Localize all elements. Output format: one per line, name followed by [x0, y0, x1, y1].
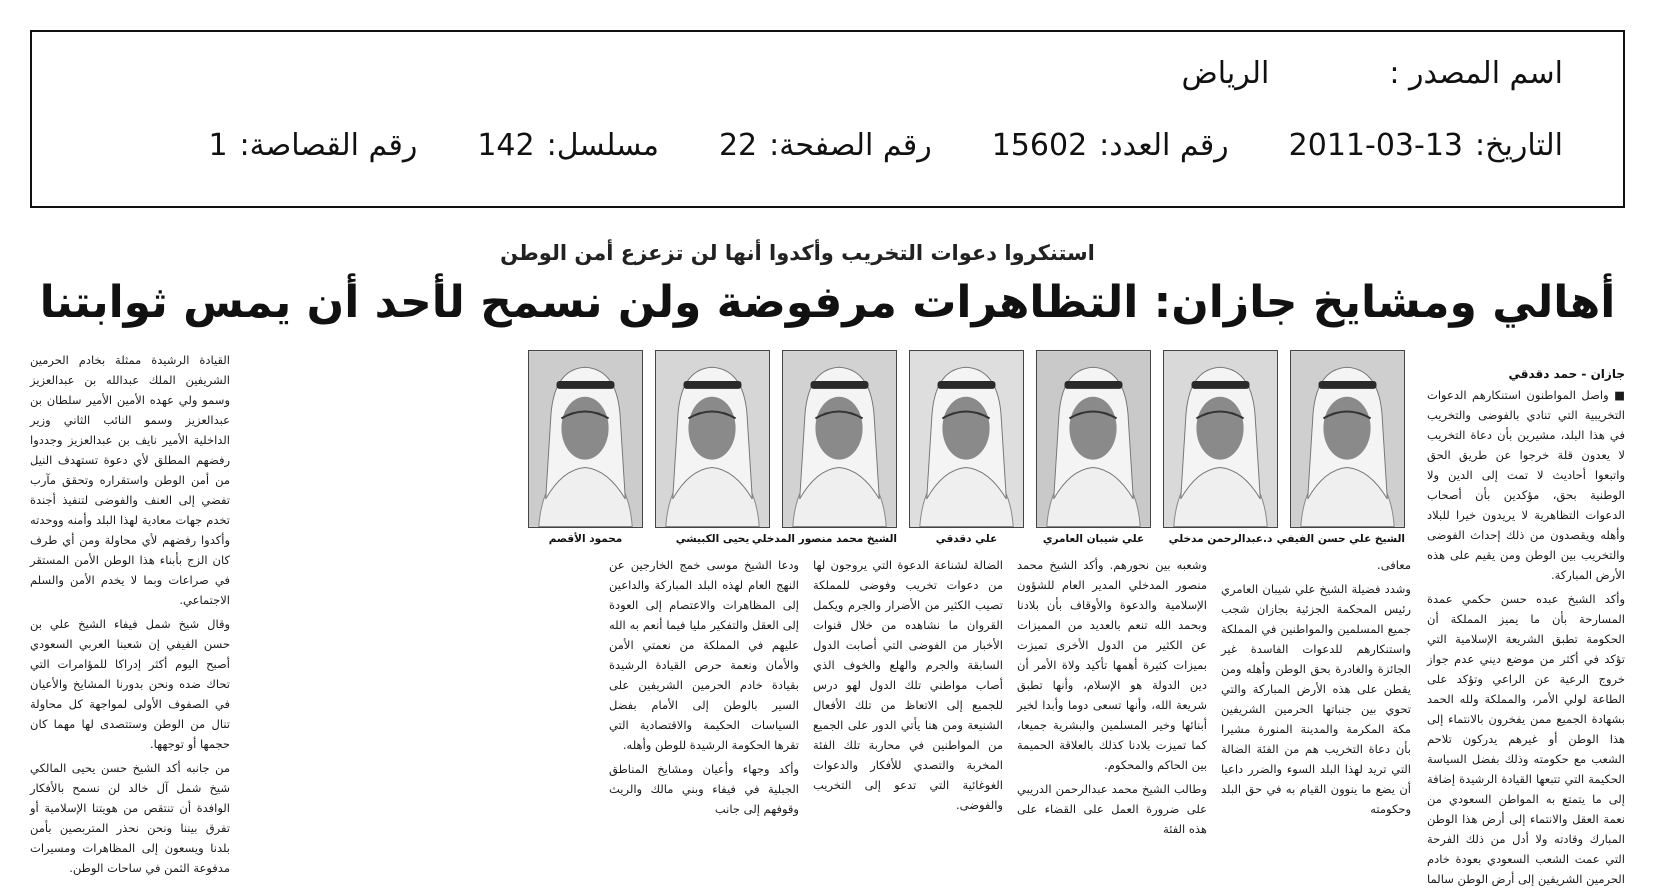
- paragraph: معافى.: [1377, 558, 1411, 572]
- article-byline: جازان - حمد دقدقي: [1508, 367, 1625, 381]
- article-kicker: استنكروا دعوات التخريب وأكدوا أنها لن تزعزع أمن الوطن: [500, 241, 1095, 265]
- page-label: رقم الصفحة:: [769, 128, 932, 163]
- text-column-1: [1427, 385, 1625, 886]
- portrait-caption: يحيى الكبيشي: [675, 533, 750, 545]
- portrait-strip: [335, 350, 1405, 550]
- clip-value: 1: [208, 128, 228, 163]
- issue-label: رقم العدد:: [1099, 128, 1229, 163]
- paragraph: وطالب الشيخ محمد عبدالرحمن الدريبي على ضرورة العمل على القضاء على هذه الفئة: [1017, 782, 1207, 836]
- paragraph: وشعبه بين نحورهم. وأكد الشيخ محمد منصور المدخلي المدير العام للشؤون الإسلامية والدعوة والأوقاف بأن بلادنا وبحمد الله تنعم بالعديد من المميزات عن الكثير من الدول الأخرى تميزت بميزات كثيرة أهمها تأكيد ولاة الأمر أن دين الدولة هو الإسلام، وأنها تطبق شريعة الله، وأنها تسعى دوما وأبدا لخير أبنائها وخير المسلمين والبشرية جميعا، كما تميزت بلادنا كذلك بالعلاقة الحميمة بين الحاكم والمحكوم.: [1017, 558, 1207, 772]
- portrait: [1276, 350, 1405, 550]
- article-headline: أهالي ومشايخ جازان: التظاهرات مرفوضة ولن نسمح لأحد أن يمس ثوابتنا: [39, 277, 1616, 328]
- paragraph: وأكد الشيخ عبده حسن حكمي عمدة المسارحة بأن ما يميز المملكة أن الحكومة تطبق الشريعة الإسلامية التي تؤكد في أكثر من موضع ديني عدم جواز خروج الرعية عن الراعي وتؤكد على الطاعة لولي الأمر، والمملكة ولله الحمد بشهادة الجميع ممن يفخرون بالانتماء إلى هذا الوطن أو غيرهم يدركون تلاحم الشعب مع حكومته وذلك بفضل السياسة الحكيمة التي تتبعها القيادة الرشيدة إضافة إلى ما يتمتع به المواطن السعودي من نعمة العقل والانتماء إلى أرض هذا الوطن المبارك وقادته ولا أدل من ذلك الفرحة التي عمت الشعب السعودي بعودة خادم الحرمين الشريفين إلى أرض الوطن سالما: [1427, 592, 1625, 886]
- portrait-photo: [909, 350, 1024, 528]
- portrait: [909, 350, 1024, 550]
- paragraph: الضالة لشناعة الدعوة التي يروجون لها من دعوات تخريب وفوضى للمملكة تصيب الكثير من الأضرار والجرم ويكمل القروان ما نشاهده من خلال قنوات الأخبار من الفوضى التي أصابت الدول السابقة والجرم والهلع والخوف الذي أصاب مواطني تلك الدول لهو درس للجميع إلى الاتعاظ من تلك الأفعال الشنيعة ومن هنا يأتي الدور على الجميع من المواطنين في محاربة تلك الفئة المخربة والتصدي للأفكار والدعوات الغوغائية التي تدعو إلى التخريب والفوضى.: [813, 558, 1003, 812]
- portrait-caption: محمود الأقصم: [548, 533, 623, 545]
- paragraph: ■ واصل المواطنون استنكارهم الدعوات التخريبية التي تنادي بالفوضى والتخريب في هذا البلد، مشيرين بأن دعاة التخريب لا يعدون قلة خرجوا عن طريق الحق واتبعوا أحاديث لا تمت إلى الدين ولا الوطنية بحق، مؤكدين بأن أصحاب الدعوات التظاهرية لا يريدون خيرا للبلاد وأهله ويقصدون من ذلك إحداث الفوضى والتخريب بين الوطن ومن يقيم على هذه الأرض المباركة.: [1427, 388, 1625, 582]
- newspaper-article: [30, 235, 1625, 886]
- paragraph: من جانبه أكد الشيخ حسن يحيى المالكي شيخ شمل آل خالد لن نسمح بالأفكار الوافدة أن تنتقص من هويتنا الإسلامية أو تفرق بيننا ونحن نحذر المتربصين بأمن بلدنا ويسعون إلى المظاهرات ومسيرات مدفوعة الثمن في ساحات الوطن.: [30, 761, 230, 875]
- clip-label: رقم القصاصة:: [239, 128, 418, 163]
- portrait-caption: علي شيبان العامري: [1042, 533, 1145, 545]
- serial-label: مسلسل:: [546, 128, 659, 163]
- portrait-caption: علي دقدقي: [935, 533, 998, 545]
- paragraph: وقال شيخ شمل فيفاء الشيخ علي بن حسن الفيفي إن شعبنا العربي السعودي أصبح اليوم أكثر إدراكا للمؤامرات التي تحاك ضده ونحن بدورنا المشايخ والأعيان في الصفوف الأولى لمواجهة كل محاولة تنال من الوطن وستتصدى لها مهما كان حجمها أو توجهها.: [30, 617, 230, 751]
- paragraph: القيادة الرشيدة ممثلة بخادم الحرمين الشريفين الملك عبدالله بن عبدالعزيز وسمو ولي عهده الأمين الأمير سلطان بن عبدالعزيز وسمو النائب الثاني وزير الداخلية الأمير نايف بن عبدالعزيز وجددوا رفضهم المطلق لأي دعوة تستهدف النيل من أمن الوطن واستقراره وتحقق مآرب تفضي إلى العنف والفوضى لتنفيذ أجندة تخدم جهات معادية لهذا البلد وأمنه ووحدته وأكدوا رفضهم لأي محاولة ومن أي طرف كان الزج بأبناء هذا الوطن الأمن المستقر في صراعات وبما لا يخدم الأمن والسلم الاجتماعي.: [30, 353, 230, 607]
- portrait-photo: [655, 350, 770, 528]
- portrait-photo: [1036, 350, 1151, 528]
- serial-value: 142: [477, 128, 535, 163]
- portrait: [751, 350, 897, 550]
- date-label: التاريخ:: [1475, 128, 1563, 163]
- text-column-4: [813, 555, 1003, 817]
- portrait-photo: [1290, 350, 1405, 528]
- paragraph: ودعا الشيخ موسى خمج الخارجين عن النهج العام لهذه البلد المباركة والداعين إلى المظاهرات والاعتصام إلى العودة إلى العقل والتفكير مليا فيما أنعم به الله عليهم في المملكة من نعمتي الأمن والأمان ونعمة حرص القيادة الرشيدة بقيادة خادم الحرمين الشريفين على السير بالوطن إلى الأمام بفضل السياسات الحكيمة والاقتصادية التي تقرها الحكومة الرشيدة للوطن وأهله.: [609, 558, 799, 752]
- details-row: [208, 128, 1563, 163]
- text-column-3: [1017, 555, 1207, 836]
- date-value: 2011-03-13: [1288, 128, 1464, 163]
- portrait: [1036, 350, 1151, 550]
- text-column-2: [1221, 555, 1411, 817]
- portrait-caption: الشيخ محمد منصور المدخلي: [751, 533, 897, 545]
- portrait-photo: [782, 350, 897, 528]
- text-column-6: [30, 350, 230, 875]
- paragraph: وأكد وجهاء وأعيان ومشايخ المناطق الجبلية في فيفاء وبني مالك والريث وقوفهم إلى جانب: [609, 762, 799, 816]
- portrait: [655, 350, 770, 550]
- source-row: [1122, 56, 1563, 91]
- paragraph: وشدد فضيلة الشيخ علي شيبان العامري رئيس المحكمة الجزئية بجازان شجب جميع المسلمين والمواطنين في المملكة واستنكارهم للدعوات الفاسدة غير الجائزة والغادرة بحق الوطن وأهله ومن يقطن على هذه الأرض المباركة والتي تحوي بين جنباتها الحرمين الشريفين مكة المكرمة والمدينة المنورة مشيرا بأن دعاة التخريب هم من الفئة الضالة التي تريد لهذا البلد السوء والضرر داعيا أن يضع ما ينوون القيام به في حق البلد وحكومته: [1221, 582, 1411, 816]
- portrait-caption: د.عبدالرحمن مدخلي: [1168, 533, 1273, 545]
- source-metadata-box: [30, 30, 1625, 208]
- portrait-photo: [528, 350, 643, 528]
- source-value: الرياض: [1181, 56, 1270, 91]
- issue-value: 15602: [991, 128, 1088, 163]
- portrait: [528, 350, 643, 550]
- portrait-caption: الشيخ علي حسن الفيفي: [1276, 533, 1405, 545]
- source-label: اسم المصدر :: [1389, 56, 1563, 91]
- page-value: 22: [718, 128, 758, 163]
- portrait: [1163, 350, 1278, 550]
- portrait-photo: [1163, 350, 1278, 528]
- text-column-5: [609, 555, 799, 817]
